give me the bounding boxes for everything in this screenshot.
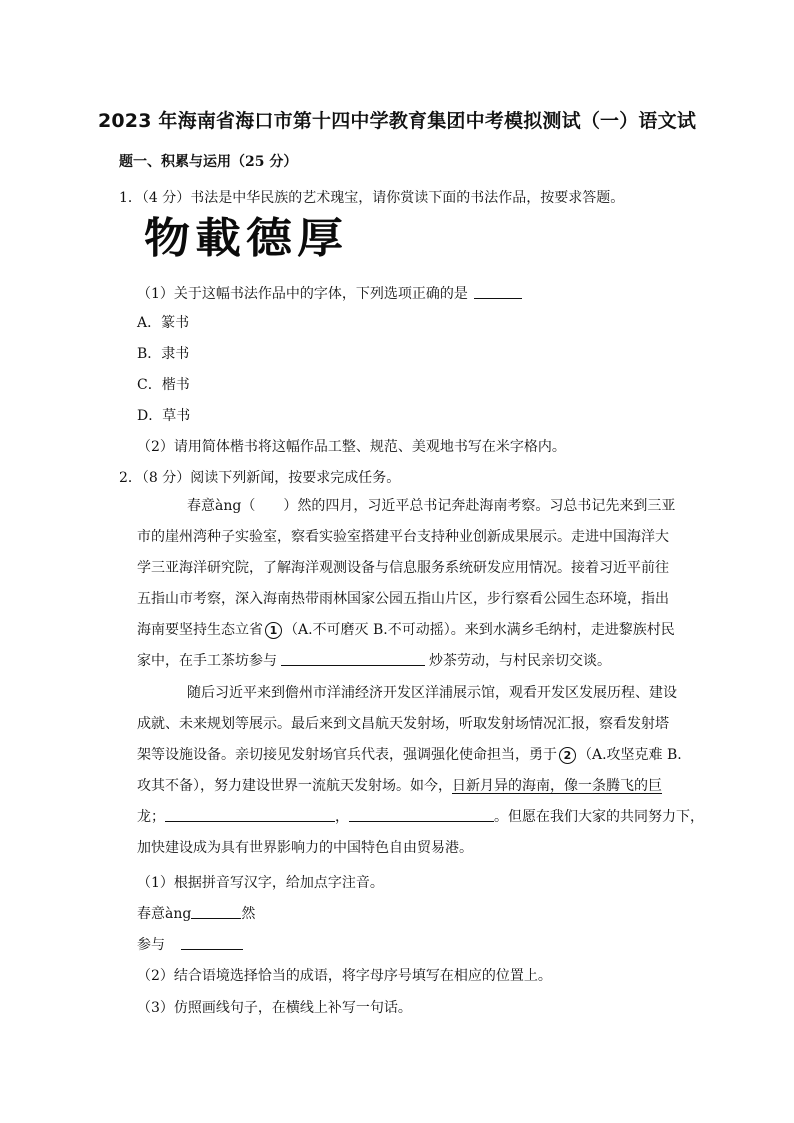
- text: （ ）然的四月，习近平总书记奔赴海南考察。习总书记先来到三亚: [241, 498, 676, 514]
- news-line: [137, 646, 675, 677]
- calligraphy-artwork: 物載德厚: [144, 213, 348, 263]
- question-2-stem: 2．（8 分）阅读下列新闻，按要求完成任务。: [119, 470, 401, 486]
- news-line: [137, 802, 704, 833]
- question-1-sub1: [137, 283, 522, 303]
- answer-blank[interactable]: [349, 807, 494, 822]
- question-1-sub2: （2）请用简体楷书将这幅作品工整、规范、美观地书写在米字格内。: [137, 439, 566, 455]
- pinyin-answer-row: [137, 934, 243, 954]
- underlined-sentence: 日新月异的海南，像一条腾飞的巨: [452, 778, 662, 794]
- text: 炒茶劳动，与村民亲切交谈。: [429, 653, 611, 669]
- news-line: 随后习近平来到儋州市洋浦经济开发区洋浦展示馆，观看开发区发展历程、建设: [187, 685, 677, 701]
- text: ，: [335, 809, 349, 825]
- text: 攻其不备），努力建设世界一流航天发射场。如今，: [137, 778, 452, 794]
- exam-title: 2023 年海南省海口市第十四中学教育集团中考模拟测试（一）语文试: [97, 110, 697, 132]
- news-line: 五指山市考察，深入海南热带雨林国家公园五指山片区，步行察看公园生态环境，指出: [137, 591, 669, 607]
- option-a: A．篆书: [137, 315, 190, 331]
- answer-blank[interactable]: [191, 904, 241, 919]
- answer-blank[interactable]: [474, 284, 522, 299]
- section-heading: 题一、积累与运用（25 分）: [119, 154, 298, 170]
- text: 。但愿在我们大家的共同努力下，: [494, 809, 704, 825]
- text: 家中，在手工茶坊参与: [137, 653, 277, 669]
- option-b: B．隶书: [137, 346, 190, 362]
- text: 然: [241, 906, 256, 922]
- text: （A.不可磨灭 B.不可动摇）。来到水满乡毛纳村，走进黎族村民: [284, 622, 675, 638]
- news-line: 成就、未来规划等展示。最后来到文昌航天发射场，听取发射场情况汇报，察看发射塔: [137, 716, 669, 732]
- pinyin-answer-row: [137, 903, 255, 923]
- news-line: 学三亚海洋研究院，了解海洋观测设备与信息服务系统研发应用情况。接着习近平前往: [137, 560, 669, 576]
- pinyin: àng: [215, 498, 242, 514]
- text: ；: [151, 809, 165, 825]
- answer-blank[interactable]: [165, 807, 335, 822]
- text: 春意: [137, 906, 165, 922]
- news-paragraph-2: [137, 678, 704, 864]
- news-line: [137, 615, 675, 646]
- question-1-stem: 1．（4 分）书法是中华民族的艺术瑰宝，请你赏读下面的书法作品，按要求答题。: [119, 190, 625, 206]
- text: 春意: [187, 498, 215, 514]
- answer-blank[interactable]: [181, 935, 243, 950]
- option-c: C．楷书: [137, 377, 190, 393]
- circled-number-1: 1: [265, 622, 282, 639]
- text: 海南要坚持生态立省: [137, 622, 263, 638]
- text: 参与: [137, 937, 165, 953]
- pinyin: àng: [165, 906, 192, 922]
- text: 架等设施设备。亲切接见发射场官兵代表，强调强化使命担当，勇于: [137, 747, 557, 763]
- question-2-sub2: （2）结合语境选择恰当的成语，将字母序号填写在相应的位置上。: [137, 968, 552, 984]
- question-2-sub1: （1）根据拼音写汉字，给加点字注音。: [137, 875, 384, 891]
- news-line: [137, 740, 682, 771]
- text: 龙: [137, 809, 151, 825]
- option-d: D．草书: [137, 408, 191, 424]
- question-2-sub3: （3）仿照画线句子，在横线上补写一句话。: [137, 1000, 412, 1016]
- text: （A.攻坚克难 B.: [578, 747, 682, 763]
- news-paragraph-1: [137, 491, 675, 677]
- answer-blank[interactable]: [281, 651, 425, 666]
- news-line: 加快建设成为具有世界影响力的中国特色自由贸易港。: [137, 840, 473, 856]
- news-line: [137, 771, 675, 802]
- news-line: 市的崖州湾种子实验室，察看实验室搭建平台支持种业创新成果展示。走进中国海洋大: [137, 529, 669, 545]
- news-line: [137, 491, 675, 522]
- question-1-sub1-text: （1）关于这幅书法作品中的字体，下列选项正确的是: [137, 286, 468, 302]
- circled-number-2: 2: [559, 747, 576, 764]
